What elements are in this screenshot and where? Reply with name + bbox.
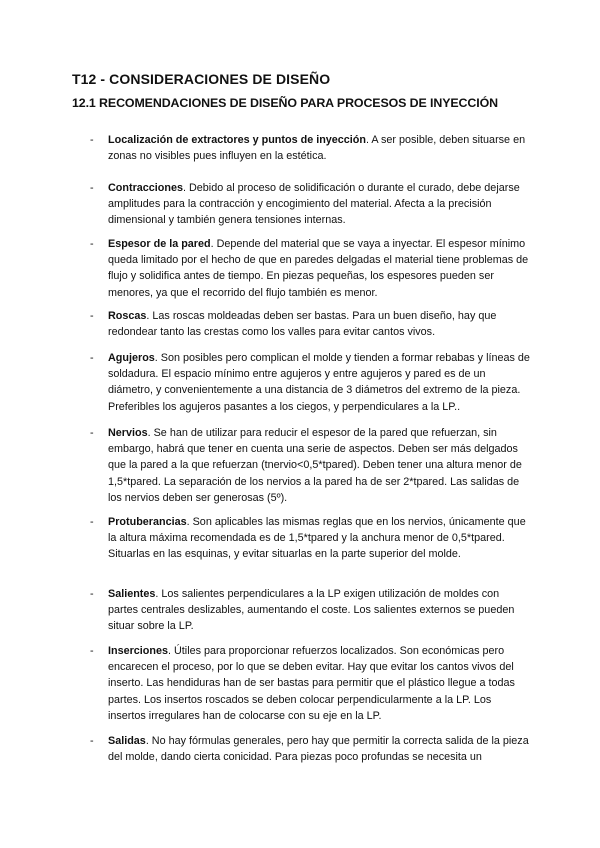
list-item-text: [108, 132, 530, 164]
list-item-text: [108, 733, 530, 765]
list-item-text: [108, 514, 530, 563]
page-title: T12 - CONSIDERACIONES DE DISEÑO: [72, 71, 331, 87]
list-item-body: . Se han de utilizar para reducir el espesor de la pared que refuerzan, sin embargo, habrá que tener en cuenta una serie de aspectos. Deben ser más delgados que la pared a la que refuerzan (tnervio<0,5*tpared). Deben tener una altura menor de 1,5*tpared. La separación de los nervios a la pared ha de ser 2*tpared. Las salidas de los nervios deben ser generosas (5º).: [108, 427, 522, 504]
list-item-term: Espesor de la pared: [108, 238, 211, 250]
list-item-body: . A ser posible, deben situarse en zonas no visibles pues influyen en la estética.: [108, 134, 526, 163]
list-item-term: Roscas: [108, 310, 147, 322]
list-item-body: . Debido al proceso de solidificación o durante el curado, debe dejarse amplitudes para la contracción y encogimiento del material. Afecta a la precisión dimensional y también genera tensiones internas.: [108, 182, 520, 227]
list-item-text: [108, 586, 530, 635]
list-item-term: Agujeros: [108, 352, 155, 364]
list-item-body: . Son posibles pero complican el molde y tienden a formar rebabas y líneas de soldadura. El espacio mínimo entre agujeros y entre agujeros y pared es de un diámetro, y convenientemente a una distancia de 3 diámetros del extremo de la pieza. Preferibles los agujeros pasantes a los ciegos, y perpendiculares a la LP..: [108, 352, 530, 413]
list-item-text: [108, 308, 530, 340]
list-item-term: Localización de extractores y puntos de inyección: [108, 134, 367, 146]
bullet-dash: -: [90, 735, 94, 747]
list-item-body: . Los salientes perpendiculares a la LP exigen utilización de moldes con partes centrales deslizables, aumentando el coste. Los salientes externos se pueden situar sobre la LP.: [108, 588, 515, 633]
list-item-text: [108, 236, 530, 301]
section-subtitle: 12.1 RECOMENDACIONES DE DISEÑO PARA PROCESOS DE INYECCIÓN: [72, 96, 498, 110]
bullet-dash: -: [90, 645, 94, 657]
list-item-body: . No hay fórmulas generales, pero hay que permitir la correcta salida de la pieza del molde, dando cierta conicidad. Para piezas poco profundas se necesita un: [108, 735, 529, 764]
list-item-term: Inserciones: [108, 645, 169, 657]
list-item-term: Salidas: [108, 735, 146, 747]
list-item-text: [108, 643, 530, 724]
list-item-term: Salientes: [108, 588, 156, 600]
list-item-term: Contracciones: [108, 182, 183, 194]
list-item-body: . Útiles para proporcionar refuerzos localizados. Son económicas pero encarecen el proceso, por lo que se deben evitar. Hay que evitar los cantos vivos del inserto. Las hendiduras han de ser bastas para permitir que el plástico llegue a todas partes. Los insertos roscados se deben colocar perpendicularmente a la LP. Los insertos irregulares han de colocarse con su eje en la LP.: [108, 645, 515, 722]
list-item-term: Protuberancias: [108, 516, 187, 528]
list-item-text: [108, 180, 530, 229]
bullet-dash: -: [90, 588, 94, 600]
list-item-text: [108, 425, 530, 506]
bullet-dash: -: [90, 310, 94, 322]
list-item-body: . Son aplicables las mismas reglas que en los nervios, únicamente que la altura máxima recomendada es de 1,5*tpared y la anchura menor de 0,5*tpared. Situarlas en las esquinas, y evitar situarlas en la parte superior del molde.: [108, 516, 526, 561]
list-item-body: . Las roscas moldeadas deben ser bastas. Para un buen diseño, hay que redondear tanto las crestas como los valles para evitar cantos vivos.: [108, 310, 497, 339]
list-item-term: Nervios: [108, 427, 148, 439]
bullet-dash: -: [90, 238, 94, 250]
list-item-body: . Depende del material que se vaya a inyectar. El espesor mínimo queda limitado por el hecho de que en paredes delgadas el material tiene problemas de flujo y solidifica antes de tiempo. En piezas pequeñas, los espesores pueden ser menores, ya que el recorrido del flujo también es menor.: [108, 238, 529, 299]
bullet-dash: -: [90, 352, 94, 364]
bullet-dash: -: [90, 427, 94, 439]
bullet-dash: -: [90, 182, 94, 194]
bullet-dash: -: [90, 516, 94, 528]
list-item-text: [108, 350, 530, 415]
bullet-dash: -: [90, 134, 94, 146]
